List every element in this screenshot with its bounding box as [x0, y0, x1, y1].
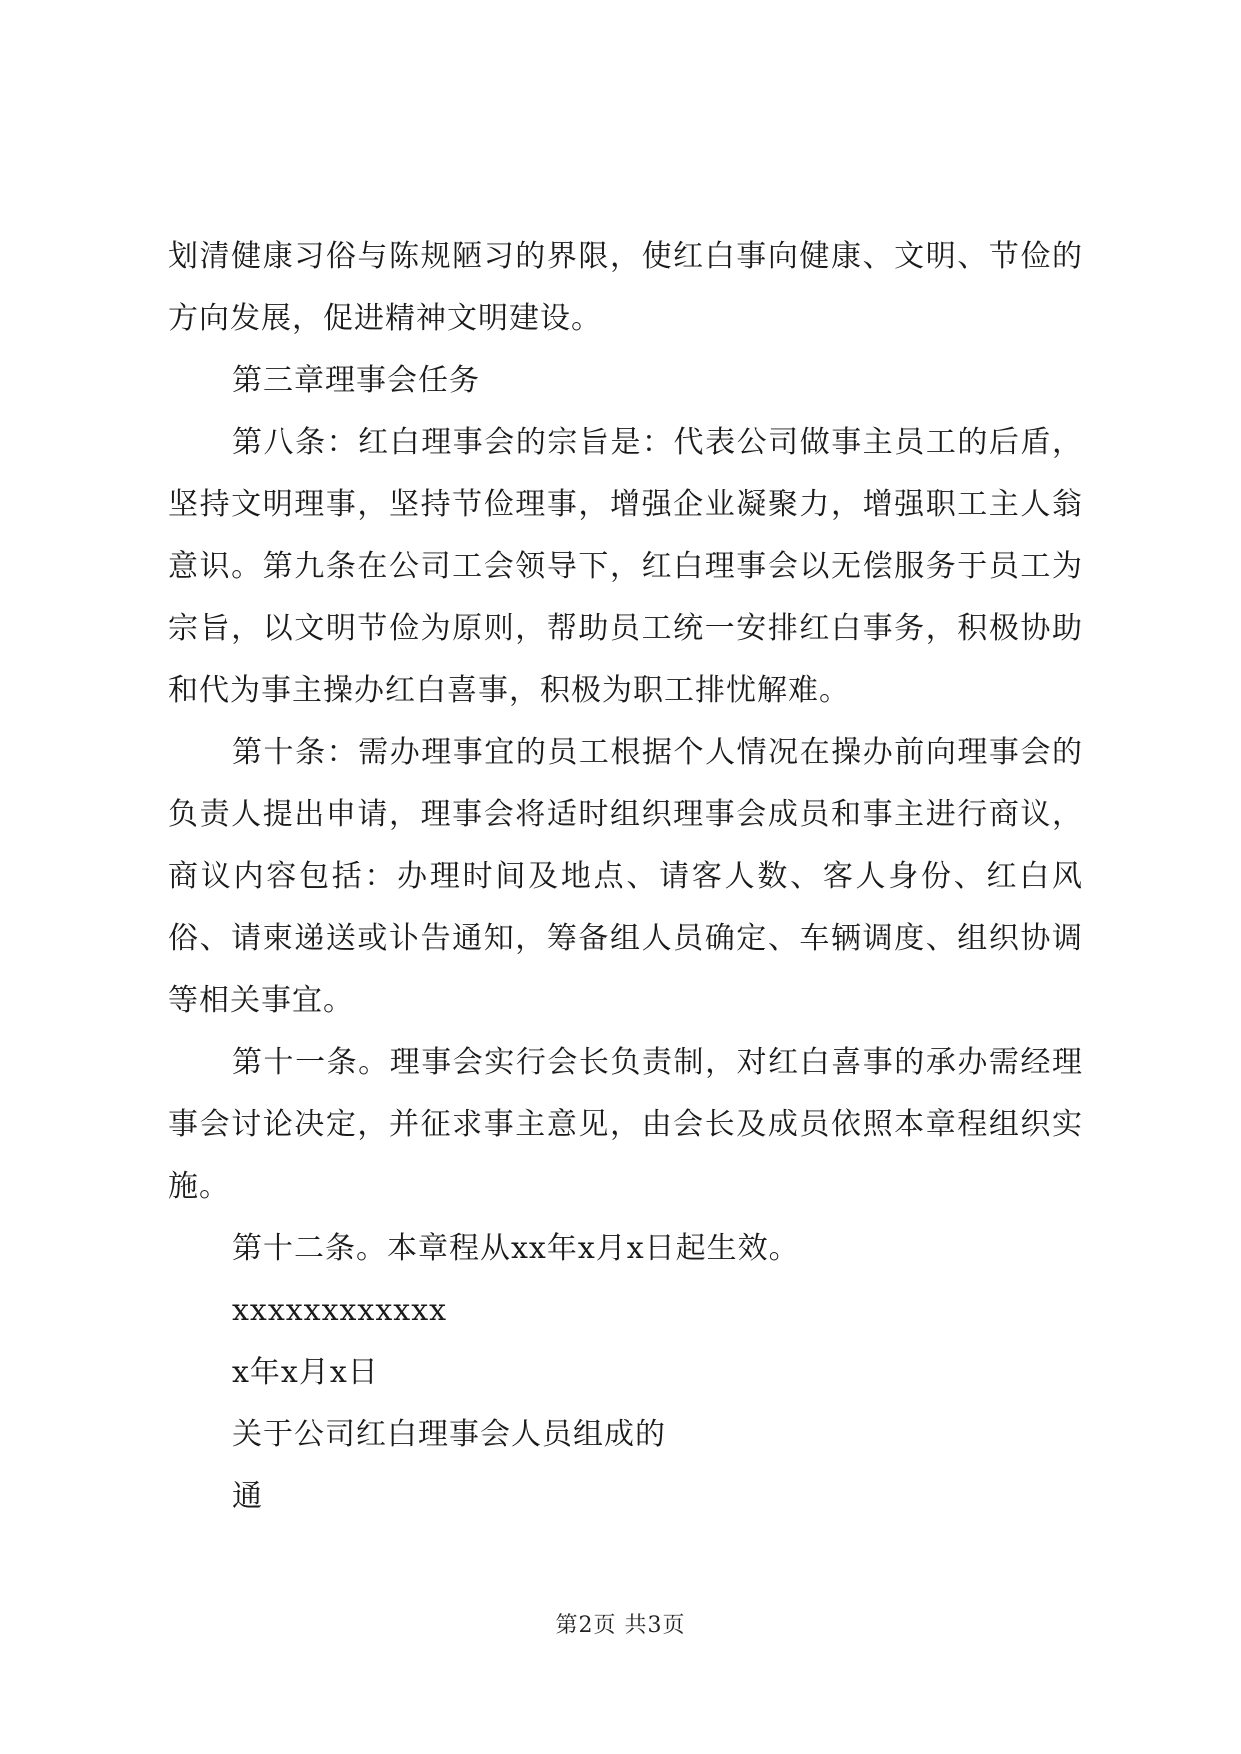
document-body — [168, 226, 1083, 1528]
signature-organization: xxxxxxxxxxxx — [232, 1293, 448, 1328]
notice-title-continuation: 通 — [232, 1479, 263, 1514]
chapter-heading: 第三章理事会任务 — [232, 363, 480, 398]
signature-date: x年x月x日 — [232, 1355, 379, 1390]
paragraph-continuation: 划清健康习俗与陈规陋习的界限，使红白事向健康、文明、节俭的方向发展，促进精神文明建设。 — [168, 239, 1083, 336]
article-11-paragraph: 第十一条。理事会实行会长负责制，对红白喜事的承办需经理事会讨论决定，并征求事主意见，由会长及成员依照本章程组织实施。 — [168, 1045, 1083, 1204]
page-number-footer: 第2页 共3页 — [555, 1613, 686, 1638]
article-12-paragraph: 第十二条。本章程从xx年x月x日起生效。 — [232, 1231, 800, 1266]
article-8-paragraph: 第八条：红白理事会的宗旨是：代表公司做事主员工的后盾，坚持文明理事，坚持节俭理事，增强企业凝聚力，增强职工主人翁意识。第九条在公司工会领导下，红白理事会以无偿服务于员工为宗旨，以文明节俭为原则，帮助员工统一安排红白事务，积极协助和代为事主操办红白喜事，积极为职工排忧解难。 — [168, 425, 1083, 708]
notice-title-line: 关于公司红白理事会人员组成的 — [232, 1417, 666, 1452]
article-10-paragraph: 第十条：需办理事宜的员工根据个人情况在操办前向理事会的负责人提出申请，理事会将适时组织理事会成员和事主进行商议，商议内容包括：办理时间及地点、请客人数、客人身份、红白风俗、请柬递送或讣告通知，筹备组人员确定、车辆调度、组织协调等相关事宜。 — [168, 735, 1083, 1018]
